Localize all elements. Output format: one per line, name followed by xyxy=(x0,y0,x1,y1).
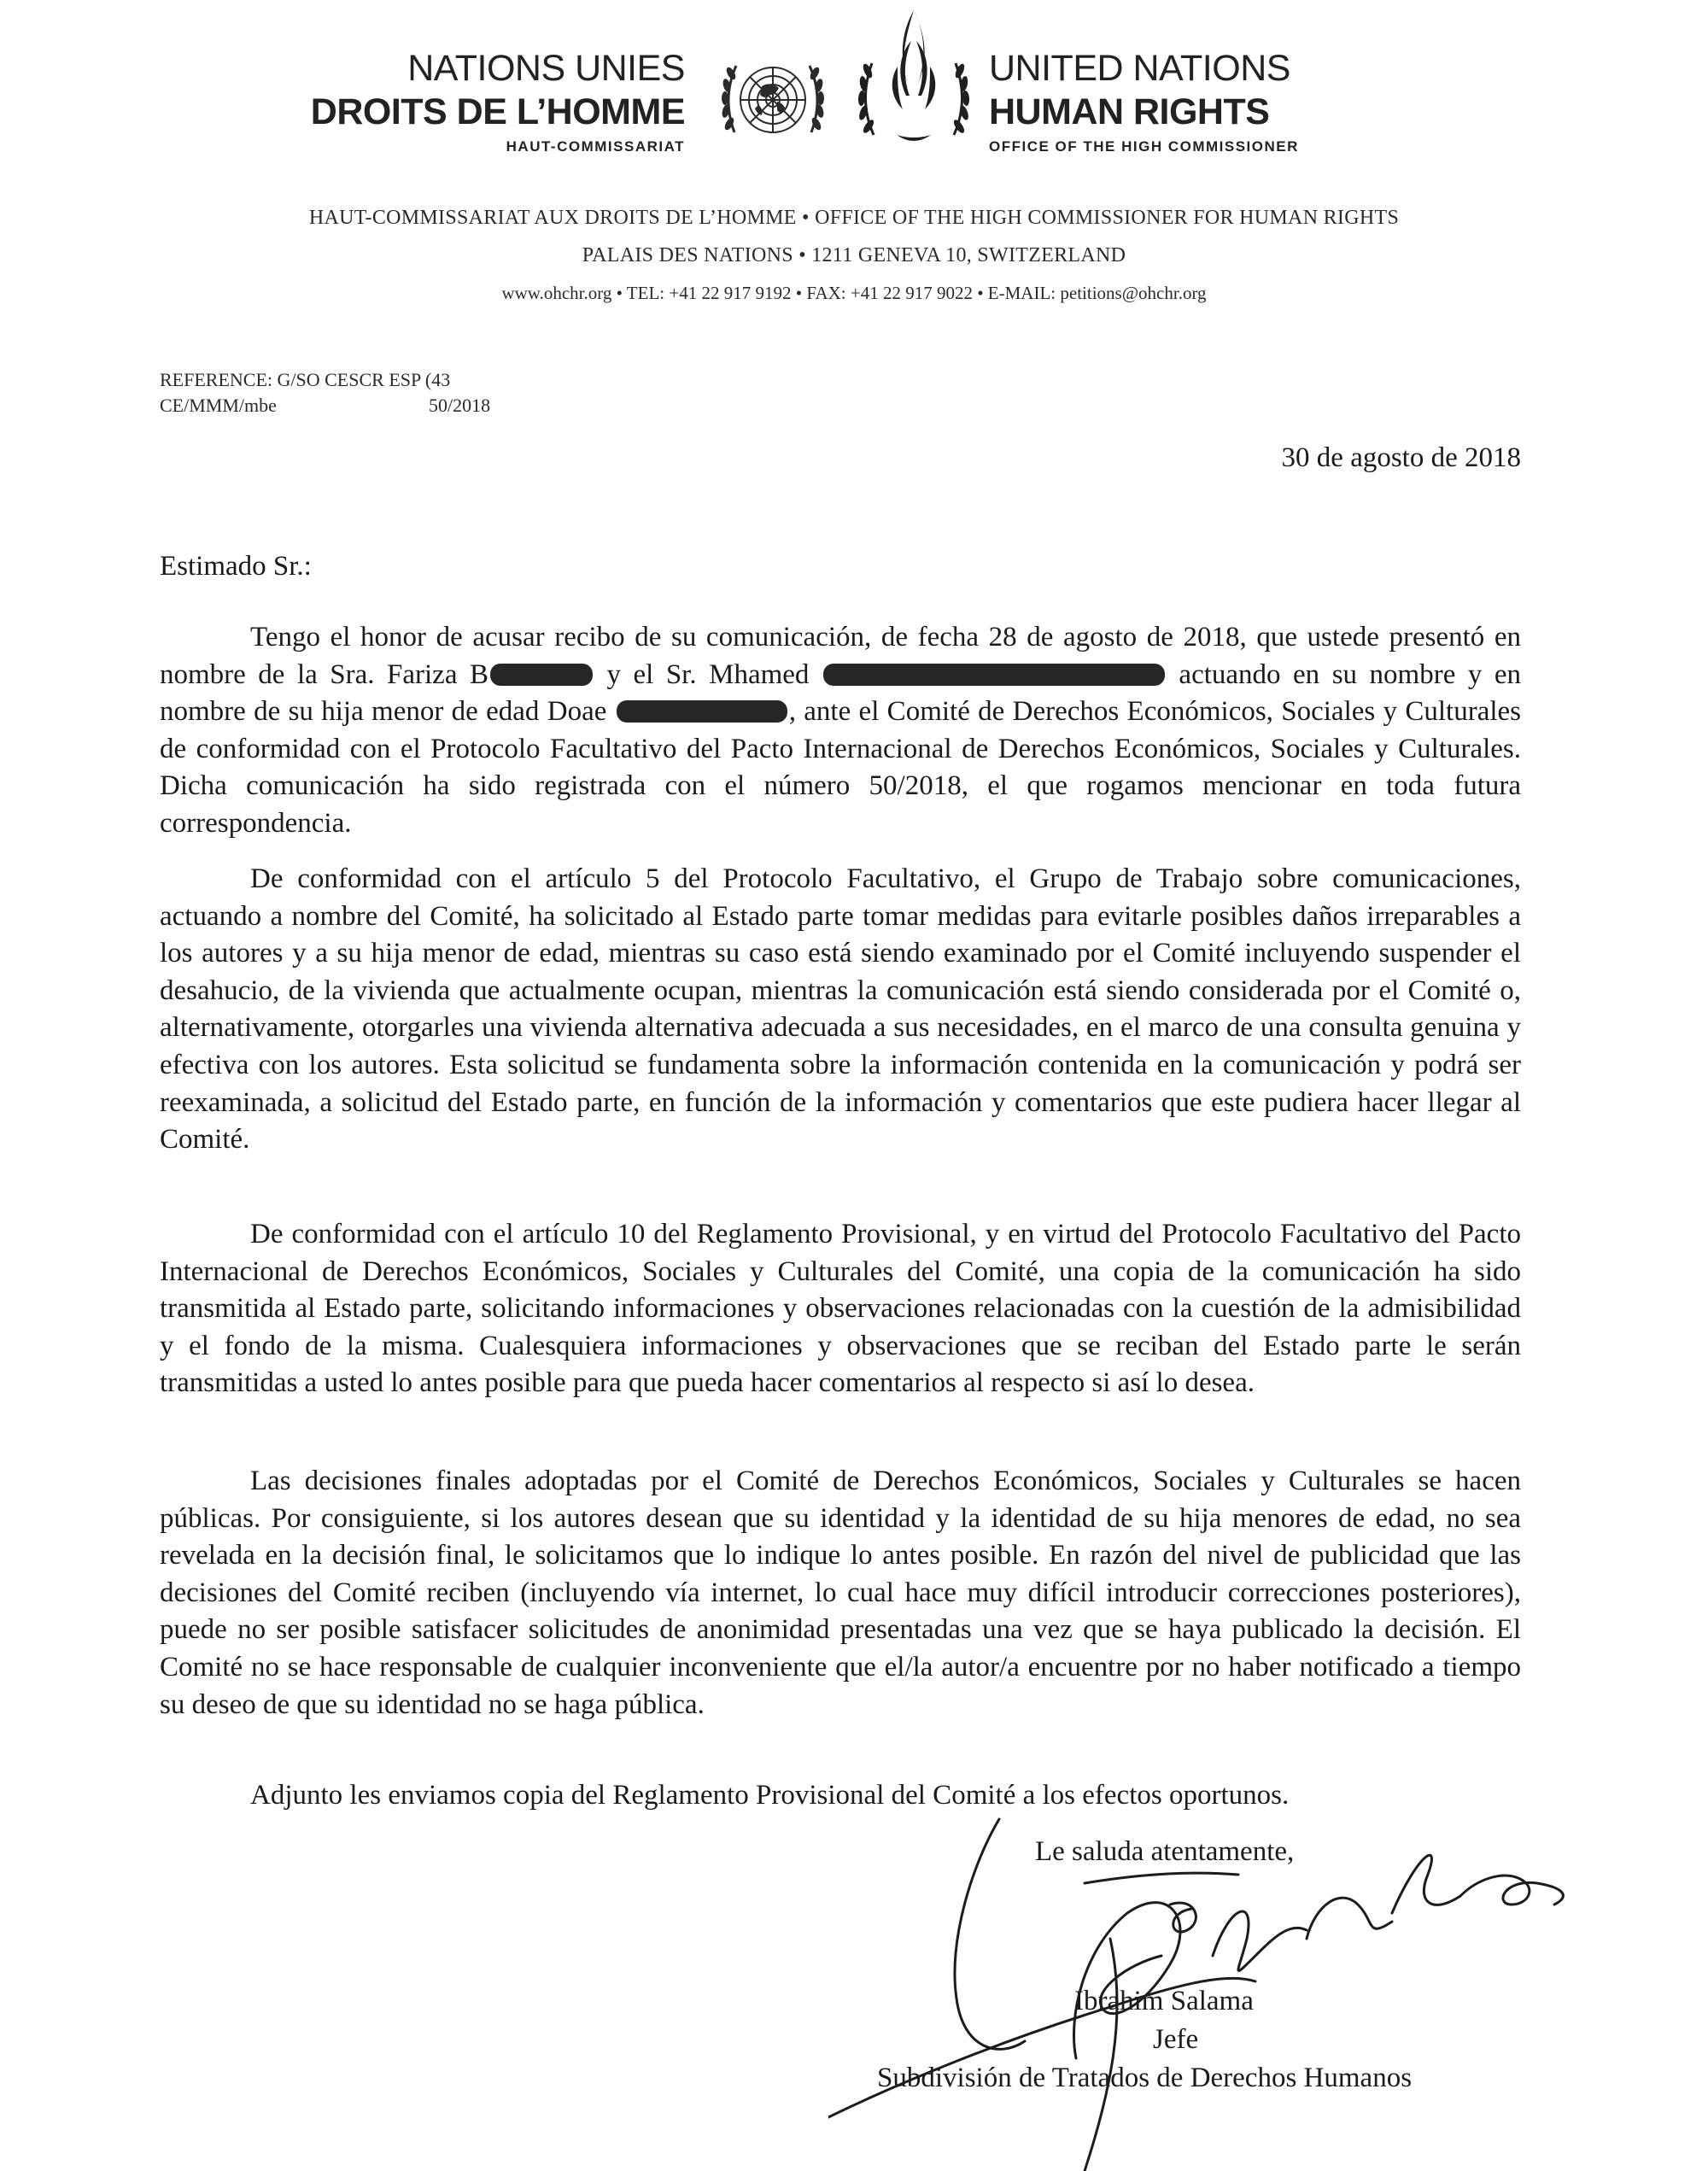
paragraph-4-text: Las decisiones finales adoptadas por el Comité de Derechos Económicos, Sociales y Culturales se hacen públicas. Por consiguiente, si los autores desean que su identidad y la identidad de su hija menores de edad, no sea revelada en la decisión final, le solicitamos que lo indique lo antes posible. En razón del nivel de publicidad que las decisiones del Comité reciben (incluyendo vía internet, lo cual hace muy difícil introducir correcciones posteriores), puede no ser posible satisfacer solicitudes de anonimidad presentadas una vez que se haya publicado la decisión. El Comité no se hace responsable de cualquier inconveniente que el/la autor/a encuentre por no haber notificado a tiempo su deseo de que su identidad no se haga pública. xyxy=(160,1466,1521,1720)
paragraph-4 xyxy=(160,1463,1521,1723)
un-emblem-icon xyxy=(709,47,837,158)
redaction-surname-2 xyxy=(823,664,1165,686)
salutation: Estimado Sr.: xyxy=(160,551,312,582)
paragraph-1 xyxy=(160,619,1521,843)
redaction-surname-1 xyxy=(490,664,593,686)
paragraph-2 xyxy=(160,861,1521,1159)
closing-greeting: Le saluda atentamente, xyxy=(1035,1836,1295,1867)
paragraph-5: Adjunto les enviamos copia del Reglamento Provisional del Comité a los efectos oportunos. xyxy=(250,1780,1290,1811)
office-address-line1: HAUT-COMMISSARIAT AUX DROITS DE L’HOMME • OFFICE OF THE HIGH COMMISSIONER FOR HUMAN RIGHTS xyxy=(308,207,1400,229)
paragraph-1-part-a: Tengo el honor de acusar recibo de su comunicación, de fecha 28 de agosto de 2018, que ustede presentó en nombre de la Sra. Fariza B xyxy=(160,622,1521,690)
reference-number: 50/2018 xyxy=(429,395,491,416)
paragraph-1-part-d: , ante el Comité de Derechos Económicos, Sociales y Culturales de conformidad con el Protocolo Facultativo del Pacto Internacional de Derechos Económicos, Sociales y Culturales. Dicha comunicación ha sido registrada con el número 50/2018, el que rogamos mencionar en toda futura correspondencia. xyxy=(160,696,1522,839)
signatory-name: Ibrahim Salama xyxy=(1074,1986,1254,2016)
redaction-surname-3 xyxy=(617,700,787,723)
human-rights-emblem-icon xyxy=(850,7,978,154)
letterhead-english-line1: UNITED NATIONS xyxy=(989,48,1290,89)
letterhead-french xyxy=(311,47,685,160)
letterhead-english-line2: HUMAN RIGHTS xyxy=(989,91,1270,132)
reference-line1: REFERENCE: G/SO CESCR ESP (43 xyxy=(160,369,451,390)
letterhead-english-line3: OFFICE OF THE HIGH COMMISSIONER xyxy=(989,138,1299,155)
office-address-line2: PALAIS DES NATIONS • 1211 GENEVA 10, SWITZERLAND xyxy=(582,244,1126,266)
signatory-unit: Subdivisión de Tratados de Derechos Humanos xyxy=(877,2063,1413,2093)
office-contact-line: www.ohchr.org • TEL: +41 22 917 9192 • FAX: +41 22 917 9022 • E-MAIL: petitions@ohchr.org xyxy=(501,283,1207,303)
letterhead-english xyxy=(989,47,1299,160)
reference-line2: CE/MMM/mbe xyxy=(160,395,277,416)
signatory-title: Jefe xyxy=(1153,2024,1199,2055)
letter-date: 30 de agosto de 2018 xyxy=(1281,442,1521,473)
letterhead-french-line1: NATIONS UNIES xyxy=(407,48,685,89)
letterhead-french-line2: DROITS DE L’HOMME xyxy=(310,91,685,132)
paragraph-2-text: De conformidad con el artículo 5 del Protocolo Facultativo, el Grupo de Trabajo sobre comunicaciones, actuando a nombre del Comité, ha solicitado al Estado parte tomar medidas para evitarle posibles daños irreparables a los autores y a su hija menor de edad, mientras su caso está siendo examinado por el Comité incluyendo suspender el desahucio, de la vivienda que actualmente ocupan, mientras la comunicación está siendo considerada por el Comité o, alternativamente, otorgarles una vivienda alternativa adecuada a sus necesidades, en el marco de una consulta genuina y efectiva con los autores. Esta solicitud se fundamenta sobre la información contenida en la comunicación y podrá ser reexaminada, a solicitud del Estado parte, en función de la información y comentarios que este pudiera hacer llegar al Comité. xyxy=(160,863,1521,1156)
paragraph-3 xyxy=(160,1216,1521,1402)
paragraph-1-part-b: y el Sr. Mhamed xyxy=(594,658,822,690)
paragraph-1-part-c: actuando en su nombre y en nombre de su hija menor de edad Doae xyxy=(160,658,1521,728)
paragraph-3-text: De conformidad con el artículo 10 del Reglamento Provisional, y en virtud del Protocolo Facultativo del Pacto Internacional de Derechos Económicos, Sociales y Culturales del Comité, una copia de la comunicación ha sido transmitida al Estado parte, solicitando informaciones y observaciones relacionadas con la cuestión de la admisibilidad y el fondo de la misma. Cualesquiera informaciones y observaciones que se reciban del Estado parte le serán transmitidas a usted lo antes posible para que pueda hacer comentarios al respecto si así lo desea. xyxy=(160,1219,1521,1399)
letterhead-french-line3: HAUT-COMMISSARIAT xyxy=(506,138,685,155)
